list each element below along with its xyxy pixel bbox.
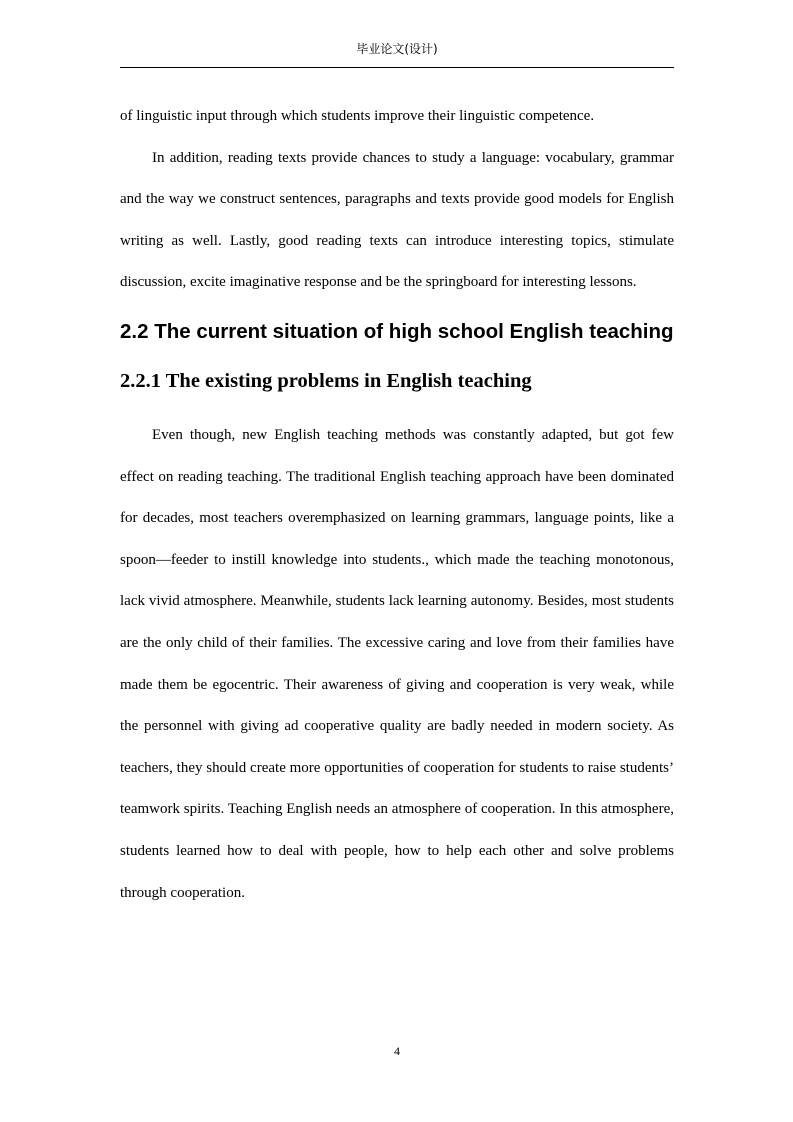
paragraph-continuation: of linguistic input through which students improve their linguistic competence. xyxy=(120,108,595,124)
subsection-heading: 2.2.1 The existing problems in English teaching xyxy=(120,369,532,392)
paragraph-reading-texts: In addition, reading texts provide chances to study a language: vocabulary, grammar and the way we construct sentences, paragraphs and texts provide good models for English writing as well. Lastly, good reading texts can introduce interesting topics, stimulate discussion, excite imaginative response and be the springboard for interesting lessons. xyxy=(120,149,674,291)
header-rule xyxy=(120,67,674,68)
page-body xyxy=(120,96,674,914)
page-number: 4 xyxy=(394,1044,400,1058)
page-header-title: 毕业论文(设计) xyxy=(356,42,438,56)
paragraph-existing-problems: Even though, new English teaching methods was constantly adapted, but got few effect on reading teaching. The traditional English teaching approach have been dominated for decades, most teachers overemphasized on learning grammars, language points, like a spoon—feeder to instill knowledge into students., which made the teaching monotonous, lack vivid atmosphere. Meanwhile, students lack learning autonomy. Besides, most students are the only child of their families. The excessive caring and love from their families have made them be egocentric. Their awareness of giving and cooperation is very weak, while the personnel with giving ad cooperative quality are badly needed in modern society. As teachers, they should create more opportunities of cooperation for students to raise students’ teamwork spirits. Teaching English needs an atmosphere of cooperation. In this atmosphere, students learned how to deal with people, how to help each other and solve problems through cooperation. xyxy=(120,426,674,901)
section-heading: 2.2 The current situation of high school English teaching xyxy=(120,319,674,343)
